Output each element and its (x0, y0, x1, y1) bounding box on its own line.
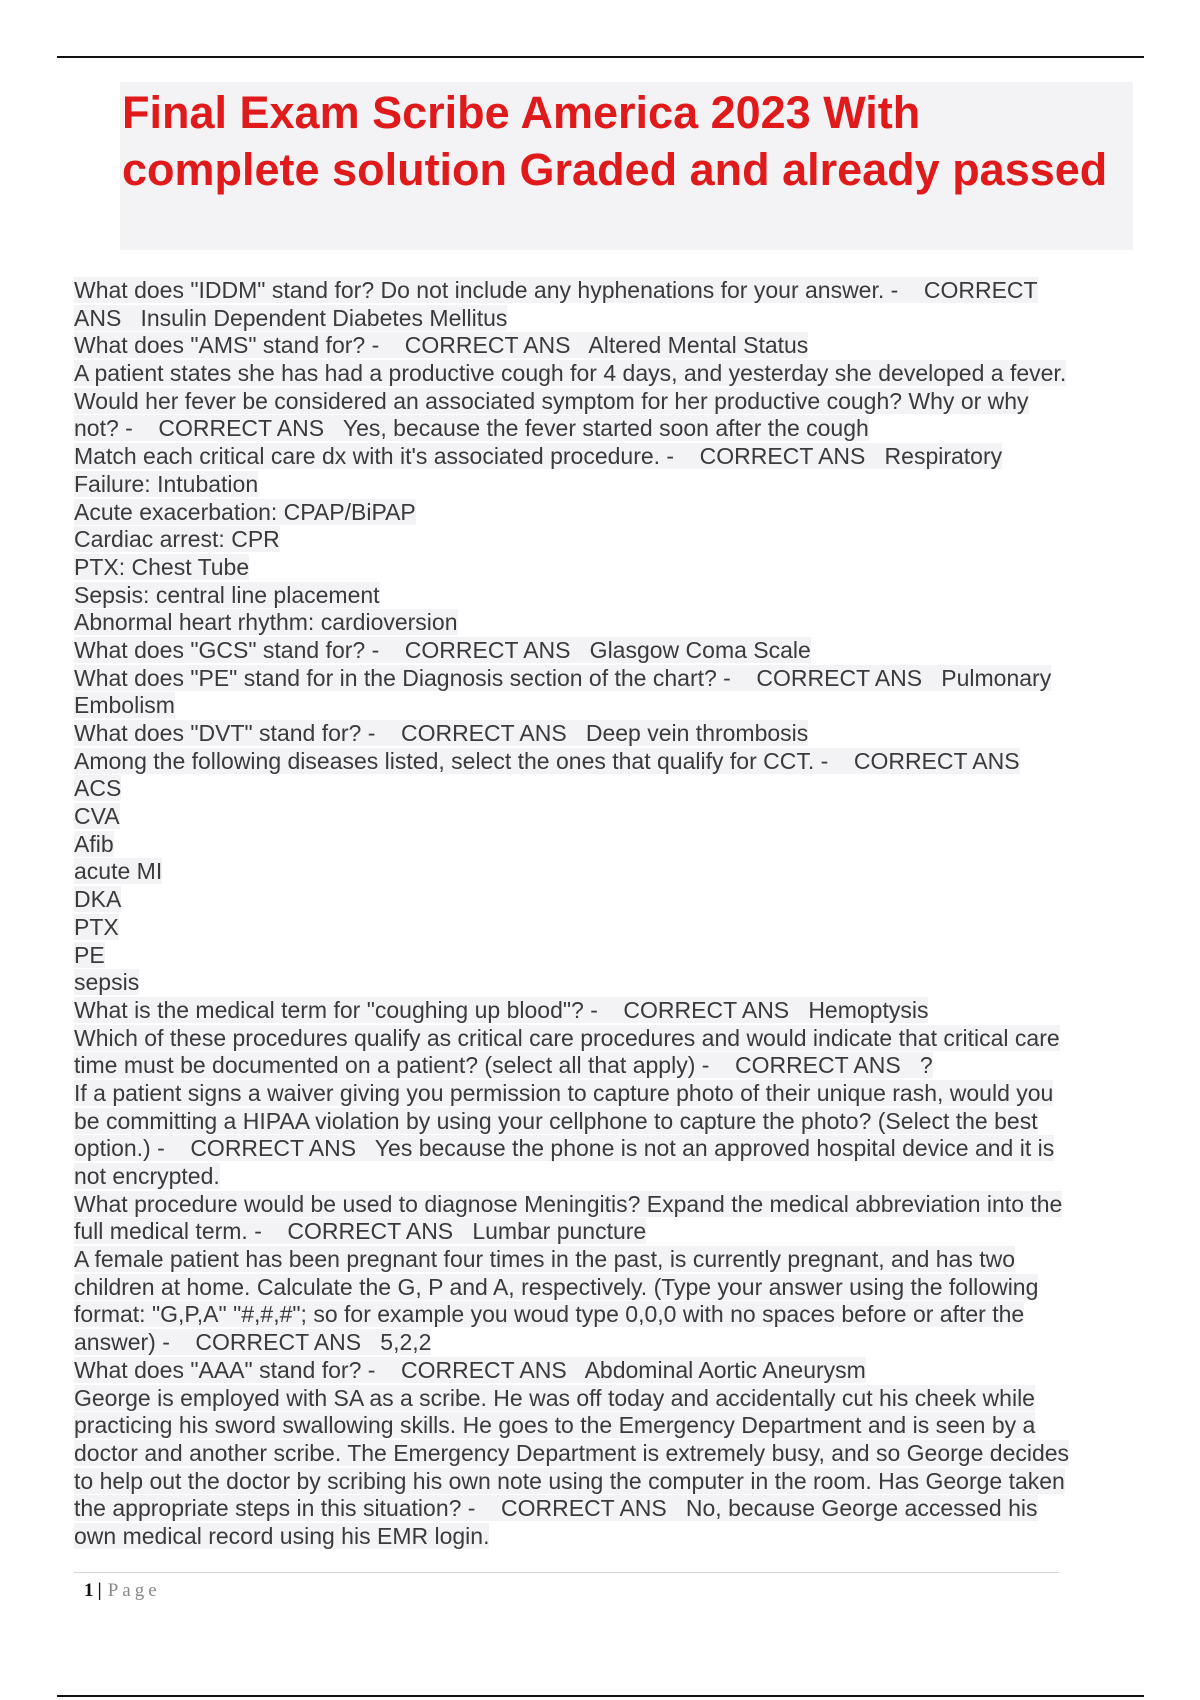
text-line (74, 1523, 1154, 1551)
text-line-content: Sepsis: central line placement (74, 581, 380, 608)
text-line-content: Cardiac arrest: CPR (74, 526, 280, 553)
text-line-content: Which of these procedures qualify as critical care procedures and would indicate that critical care (74, 1024, 1060, 1051)
text-line-content: What does "AMS" stand for? - CORRECT ANS Altered Mental Status (74, 332, 809, 359)
text-line (74, 360, 1154, 388)
text-line (74, 1080, 1154, 1108)
text-line-content: children at home. Calculate the G, P and A, respectively. (Type your answer using the following (74, 1273, 1039, 1300)
text-line (74, 305, 1154, 333)
text-line (74, 1357, 1154, 1385)
bottom-rule (57, 1695, 1144, 1697)
text-line (74, 609, 1154, 637)
text-line-content: PE (74, 941, 105, 968)
text-line (74, 914, 1154, 942)
document-title: Final Exam Scribe America 2023 With complete solution Graded and already passed (122, 87, 1108, 195)
text-line-content: What does "PE" stand for in the Diagnosis section of the chart? - CORRECT ANS Pulmonary (74, 664, 1052, 691)
text-line-content: format: "G,P,A" "#,#,#"; so for example you woud type 0,0,0 with no spaces before or after the (74, 1301, 1025, 1328)
text-line (74, 582, 1154, 610)
text-line (74, 526, 1154, 554)
text-line-content: Abnormal heart rhythm: cardioversion (74, 609, 458, 636)
text-line (74, 1191, 1154, 1219)
text-line (74, 1218, 1154, 1246)
text-line-content: Acute exacerbation: CPAP/BiPAP (74, 498, 416, 525)
text-line-content: not encrypted. (74, 1163, 220, 1189)
footer-separator: | (97, 1580, 102, 1601)
text-line-content: Would her fever be considered an associated symptom for her productive cough? Why or why (74, 387, 1029, 414)
text-line (74, 692, 1154, 720)
text-line-content: DKA (74, 886, 122, 913)
text-line-content: What does "DVT" stand for? - CORRECT ANS Deep vein thrombosis (74, 720, 809, 746)
text-line-content: practicing his sword swallowing skills. He goes to the Emergency Department and is seen by a (74, 1412, 1036, 1439)
text-line (74, 415, 1154, 443)
text-line (74, 720, 1154, 748)
text-line (74, 1329, 1154, 1357)
text-line (74, 886, 1154, 914)
text-line-content: What procedure would be used to diagnose Meningitis? Expand the medical abbreviation into the (74, 1190, 1063, 1217)
text-line (74, 748, 1154, 776)
text-line-content: ANS Insulin Dependent Diabetes Mellitus (74, 304, 508, 331)
top-rule (57, 56, 1144, 58)
text-line (74, 1440, 1154, 1468)
text-line (74, 1274, 1154, 1302)
text-line-content: PTX (74, 913, 119, 940)
text-line (74, 332, 1154, 360)
text-line-content: CVA (74, 803, 120, 830)
text-line-content: A patient states she has had a productive cough for 4 days, and yesterday she developed a fever. (74, 360, 1067, 387)
text-line-content: PTX: Chest Tube (74, 553, 250, 580)
text-line (74, 554, 1154, 582)
text-line (74, 1385, 1154, 1413)
text-line (74, 1108, 1154, 1136)
text-line-content: own medical record using his EMR login. (74, 1522, 490, 1549)
page-footer (84, 1579, 161, 1603)
text-line-content: What does "IDDM" stand for? Do not include any hyphenations for your answer. - CORRECT (74, 277, 1038, 303)
text-line (74, 1052, 1154, 1080)
text-line (74, 471, 1154, 499)
text-line (74, 831, 1154, 859)
text-line (74, 1301, 1154, 1329)
text-line-content: not? - CORRECT ANS Yes, because the fever started soon after the cough (74, 415, 869, 442)
text-line-content: Failure: Intubation (74, 470, 259, 497)
text-line (74, 997, 1154, 1025)
text-line-content: answer) - CORRECT ANS 5,2,2 (74, 1329, 432, 1356)
text-line-content: Match each critical care dx with it's associated procedure. - CORRECT ANS Respiratory (74, 443, 1003, 470)
text-line (74, 277, 1154, 305)
text-line-content: Afib (74, 830, 114, 857)
page-label: Page (107, 1580, 161, 1601)
text-line-content: What does "AAA" stand for? - CORRECT ANS Abdominal Aortic Aneurysm (74, 1356, 866, 1383)
text-line (74, 665, 1154, 693)
text-line (74, 1468, 1154, 1496)
text-line (74, 942, 1154, 970)
text-line-content: option.) - CORRECT ANS Yes because the phone is not an approved hospital device and it is (74, 1135, 1055, 1162)
text-line-content: time must be documented on a patient? (select all that apply) - CORRECT ANS ? (74, 1052, 933, 1079)
text-line-content: sepsis (74, 969, 140, 996)
text-line (74, 1412, 1154, 1440)
text-line (74, 388, 1154, 416)
text-line (74, 775, 1154, 803)
text-line-content: the appropriate steps in this situation? - CORRECT ANS No, because George accessed his (74, 1495, 1038, 1522)
text-line (74, 443, 1154, 471)
text-line-content: George is employed with SA as a scribe. He was off today and accidentally cut his cheek while (74, 1384, 1035, 1411)
document-body (74, 277, 1154, 1551)
text-line-content: full medical term. - CORRECT ANS Lumbar puncture (74, 1218, 647, 1245)
text-line-content: ACS (74, 775, 122, 802)
text-line-content: If a patient signs a waiver giving you permission to capture photo of their unique rash, would you (74, 1079, 1054, 1106)
text-line (74, 637, 1154, 665)
text-line (74, 1025, 1154, 1053)
text-line-content: to help out the doctor by scribing his own note using the computer in the room. Has George taken (74, 1467, 1065, 1494)
text-line-content: Among the following diseases listed, select the ones that qualify for CCT. - CORRECT ANS (74, 747, 1020, 774)
text-line-content: What is the medical term for "coughing up blood"? - CORRECT ANS Hemoptysis (74, 996, 929, 1023)
text-line-content: Embolism (74, 692, 175, 719)
text-line (74, 858, 1154, 886)
text-line (74, 969, 1154, 997)
text-line-content: doctor and another scribe. The Emergency Department is extremely busy, and so George decides (74, 1439, 1070, 1466)
page-number: 1 (84, 1580, 94, 1601)
text-line-content: A female patient has been pregnant four times in the past, is currently pregnant, and has two (74, 1246, 1016, 1273)
footer-rule (74, 1572, 1059, 1573)
text-line (74, 803, 1154, 831)
text-line (74, 1163, 1154, 1191)
text-line (74, 1135, 1154, 1163)
text-line-content: be committing a HIPAA violation by using your cellphone to capture the photo? (Select the best (74, 1107, 1038, 1134)
text-line-content: acute MI (74, 858, 163, 885)
text-line (74, 499, 1154, 527)
text-line (74, 1246, 1154, 1274)
text-line-content: What does "GCS" stand for? - CORRECT ANS Glasgow Coma Scale (74, 636, 811, 663)
text-line (74, 1495, 1154, 1523)
